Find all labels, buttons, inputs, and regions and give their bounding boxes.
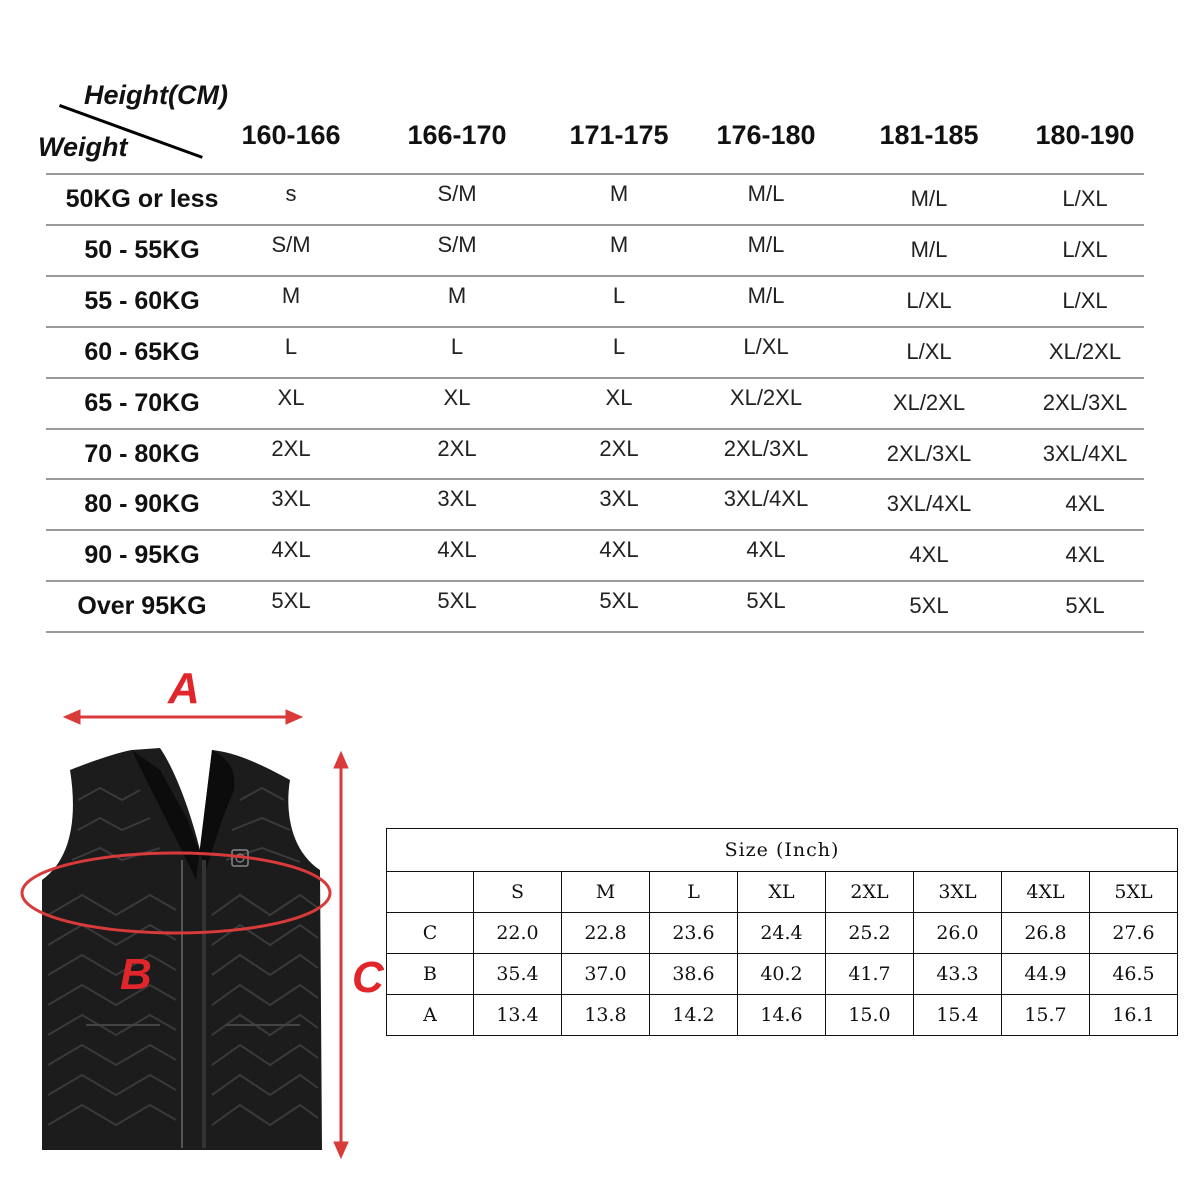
- row-label-cell: B: [387, 954, 474, 995]
- size-cell: 3XL: [271, 486, 311, 512]
- dimension-label-a: A: [168, 664, 200, 713]
- header-corner-cell: [387, 872, 474, 913]
- value-cell: 25.2: [826, 913, 914, 954]
- weight-row-label: 50 - 55KG: [84, 235, 200, 264]
- size-header-cell: 2XL: [826, 872, 914, 913]
- row-divider: [46, 224, 1144, 226]
- value-cell: 41.7: [826, 954, 914, 995]
- row-divider: [46, 580, 1144, 582]
- size-cell: 5XL: [746, 588, 786, 614]
- vest-diagram: [0, 700, 380, 1200]
- inch-size-table: [386, 828, 1178, 1036]
- value-cell: 40.2: [738, 954, 826, 995]
- size-cell: 4XL: [1065, 542, 1105, 568]
- size-cell: M/L: [747, 231, 785, 257]
- size-cell: XL: [605, 384, 633, 410]
- weight-row-label: 50KG or less: [65, 185, 219, 213]
- value-cell: 22.8: [562, 913, 650, 954]
- column-header: 166-170: [407, 120, 507, 150]
- size-cell: 4XL: [437, 537, 477, 563]
- size-cell: S/M: [271, 231, 311, 257]
- size-cell: XL/2XL: [729, 384, 803, 410]
- size-cell: L: [450, 333, 464, 359]
- value-cell: 24.4: [738, 913, 826, 954]
- size-cell: S/M: [437, 181, 477, 206]
- dimension-label-c: C: [352, 953, 384, 1002]
- row-divider: [46, 275, 1144, 277]
- size-cell: 5XL: [1065, 593, 1105, 619]
- row-divider: [46, 326, 1144, 328]
- size-cell: 3XL: [437, 486, 477, 512]
- size-header-cell: L: [650, 872, 738, 913]
- value-cell: 26.8: [1002, 913, 1090, 954]
- size-cell: 2XL/3XL: [1042, 389, 1128, 415]
- size-cell: L/XL: [743, 333, 789, 359]
- size-cell: 4XL: [909, 542, 949, 568]
- weight-row-label: 60 - 65KG: [84, 337, 200, 366]
- size-cell: L/XL: [1062, 236, 1108, 262]
- column-header: 160-166: [241, 120, 341, 150]
- size-cell: 2XL: [599, 435, 639, 461]
- size-cell: M: [609, 181, 629, 206]
- weight-row-label: 55 - 60KG: [84, 286, 200, 315]
- width-arrow-a: [64, 710, 302, 724]
- size-cell: M: [609, 231, 629, 257]
- row-label-cell: A: [387, 995, 474, 1036]
- size-cell: L: [612, 333, 626, 359]
- weight-row-label: 80 - 90KG: [84, 490, 200, 519]
- column-header: 171-175: [569, 120, 669, 150]
- size-cell: M/L: [910, 186, 948, 211]
- size-header-cell: 3XL: [914, 872, 1002, 913]
- value-cell: 38.6: [650, 954, 738, 995]
- size-header-cell: 5XL: [1090, 872, 1178, 913]
- column-header: 176-180: [716, 120, 816, 150]
- size-cell: L/XL: [906, 287, 952, 313]
- size-cell: 4XL: [1065, 491, 1105, 517]
- size-cell: 4XL: [746, 537, 786, 563]
- value-cell: 37.0: [562, 954, 650, 995]
- row-divider: [46, 529, 1144, 531]
- size-header-cell: M: [562, 872, 650, 913]
- size-cell: M: [447, 282, 467, 308]
- size-cell: XL/2XL: [1048, 338, 1122, 364]
- size-cell: L/XL: [1062, 186, 1108, 211]
- size-header-cell: 4XL: [1002, 872, 1090, 913]
- dimension-label-b: B: [120, 950, 152, 999]
- row-divider: [46, 631, 1144, 633]
- row-label-cell: C: [387, 913, 474, 954]
- value-cell: 23.6: [650, 913, 738, 954]
- size-cell: L: [284, 333, 298, 359]
- size-cell: 4XL: [599, 537, 639, 563]
- value-cell: 16.1: [1090, 995, 1178, 1036]
- size-cell: 4XL: [271, 537, 311, 563]
- value-cell: 26.0: [914, 913, 1002, 954]
- value-cell: 14.2: [650, 995, 738, 1036]
- vest-image: [42, 748, 322, 1150]
- size-cell: 3XL: [599, 486, 639, 512]
- value-cell: 35.4: [474, 954, 562, 995]
- size-cell: M/L: [910, 236, 948, 262]
- size-cell: XL: [277, 384, 305, 410]
- row-divider: [46, 173, 1144, 175]
- size-cell: 5XL: [599, 588, 639, 614]
- inch-table-row-b: [387, 954, 1178, 995]
- value-cell: 27.6: [1090, 913, 1178, 954]
- column-header: 180-190: [1035, 120, 1135, 150]
- weight-row-label: 70 - 80KG: [84, 439, 200, 468]
- value-cell: 15.4: [914, 995, 1002, 1036]
- size-cell: M: [281, 282, 301, 308]
- value-cell: 15.0: [826, 995, 914, 1036]
- size-cell: 3XL/4XL: [1042, 440, 1128, 466]
- column-header: 181-185: [879, 120, 979, 150]
- size-cell: XL: [443, 384, 471, 410]
- size-cell: 2XL/3XL: [886, 440, 972, 466]
- value-cell: 13.4: [474, 995, 562, 1036]
- weight-axis-label: Weight: [38, 132, 128, 162]
- size-cell: 5XL: [271, 588, 311, 614]
- size-cell: 5XL: [909, 593, 949, 619]
- size-cell: L: [612, 282, 626, 308]
- value-cell: 13.8: [562, 995, 650, 1036]
- size-header-cell: S: [474, 872, 562, 913]
- weight-row-label: 90 - 95KG: [84, 541, 200, 570]
- row-divider: [46, 478, 1144, 480]
- size-cell: 3XL/4XL: [723, 486, 809, 512]
- size-cell: M/L: [747, 181, 785, 206]
- row-divider: [46, 428, 1144, 430]
- size-cell: L/XL: [906, 338, 952, 364]
- size-cell: 2XL/3XL: [723, 435, 809, 461]
- size-cell: 3XL/4XL: [886, 491, 972, 517]
- size-cell: L/XL: [1062, 287, 1108, 313]
- value-cell: 14.6: [738, 995, 826, 1036]
- size-cell: 5XL: [437, 588, 477, 614]
- row-divider: [46, 377, 1144, 379]
- size-cell: 2XL: [437, 435, 477, 461]
- value-cell: 43.3: [914, 954, 1002, 995]
- inch-table-title: Size (Inch): [387, 829, 1178, 872]
- value-cell: 15.7: [1002, 995, 1090, 1036]
- size-cell: M/L: [747, 282, 785, 308]
- length-arrow-c: [334, 752, 348, 1158]
- value-cell: 46.5: [1090, 954, 1178, 995]
- height-axis-label: Height(CM): [84, 80, 228, 110]
- value-cell: 22.0: [474, 913, 562, 954]
- size-cell: 2XL: [271, 435, 311, 461]
- weight-row-label: Over 95KG: [77, 592, 207, 621]
- size-header-cell: XL: [738, 872, 826, 913]
- size-cell: XL/2XL: [892, 389, 966, 415]
- size-cell: s: [285, 181, 297, 206]
- inch-table-row-c: [387, 913, 1178, 954]
- inch-table-row-a: [387, 995, 1178, 1036]
- size-cell: S/M: [437, 231, 477, 257]
- value-cell: 44.9: [1002, 954, 1090, 995]
- weight-row-label: 65 - 70KG: [84, 388, 200, 417]
- inch-table-header-row: [387, 872, 1178, 913]
